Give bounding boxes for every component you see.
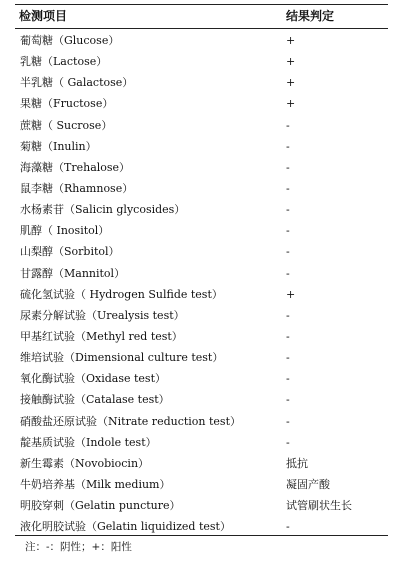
test-item-cell: 明胶穿刺（Gelatin puncture）: [20, 499, 181, 513]
table-row: [15, 495, 388, 516]
result-cell: -: [286, 266, 290, 280]
table-row: [15, 51, 388, 72]
test-item-cell: 硝酸盐还原试验（Nitrate reduction test）: [20, 414, 241, 428]
table-row: [15, 178, 388, 199]
table-row: [15, 241, 388, 262]
result-cell: -: [286, 118, 290, 132]
test-item-cell: 维培试验（Dimensional culture test）: [20, 351, 224, 365]
table-row: [15, 347, 388, 368]
test-item-cell: 靛基质试验（Indole test）: [20, 435, 157, 449]
test-item-cell: 甲基红试验（Methyl red test）: [20, 329, 183, 343]
result-cell: +: [286, 76, 296, 90]
test-item-cell: 液化明胶试验（Gelatin liquidized test）: [20, 520, 231, 534]
test-item-cell: 山梨醇（Sorbitol）: [20, 245, 120, 259]
result-cell: -: [286, 393, 290, 407]
result-cell: 凝固产酸: [286, 477, 330, 491]
result-cell: -: [286, 372, 290, 386]
result-cell: -: [286, 351, 290, 365]
table-row: [15, 453, 388, 474]
result-cell: -: [286, 181, 290, 195]
table-row: [15, 389, 388, 410]
result-cell: -: [286, 308, 290, 322]
table-body: [15, 30, 388, 537]
header-item: 检测项目: [19, 9, 68, 23]
result-cell: -: [286, 435, 290, 449]
test-item-cell: 葡萄糖（Glucose）: [20, 34, 120, 47]
result-cell: -: [286, 139, 290, 153]
table-note: 注：-：阴性；+：阳性: [25, 541, 132, 553]
result-cell: -: [286, 224, 290, 238]
test-item-cell: 新生霉素（Novobiocin）: [20, 456, 150, 470]
test-item-cell: 甘露醇（Mannitol）: [20, 266, 126, 280]
table-row: [15, 157, 388, 178]
test-item-cell: 果糖（Fructose）: [20, 97, 114, 111]
test-item-cell: 水杨素苷（Salicin glycosides）: [20, 203, 186, 217]
test-item-cell: 接触酶试验（Catalase test）: [20, 393, 170, 407]
test-item-cell: 硫化氢试验（ Hydrogen Sulfide test）: [20, 287, 223, 301]
table-header-rule: [15, 28, 388, 29]
test-item-cell: 半乳糖（ Galactose）: [20, 76, 134, 90]
result-cell: -: [286, 520, 290, 534]
result-cell: -: [286, 414, 290, 428]
test-item-cell: 乳糖（Lactose）: [20, 55, 108, 69]
test-item-cell: 菊糖（Inulin）: [20, 139, 97, 153]
table-row: [15, 136, 388, 157]
table-row: [15, 93, 388, 114]
result-cell: -: [286, 245, 290, 259]
table-row: [15, 284, 388, 305]
test-item-cell: 肌醇（ Inositol）: [20, 224, 110, 238]
table-row: [15, 199, 388, 220]
table-row: [15, 263, 388, 284]
result-cell: -: [286, 329, 290, 343]
result-cell: -: [286, 160, 290, 174]
test-item-cell: 氧化酶试验（Oxidase test）: [20, 372, 166, 386]
result-cell: +: [286, 34, 296, 47]
table-row: [15, 305, 388, 326]
test-item-cell: 尿素分解试验（Urealysis test）: [20, 308, 185, 322]
table-row: [15, 411, 388, 432]
table-row: [15, 72, 388, 93]
result-cell: +: [286, 287, 296, 301]
table-row: [15, 474, 388, 495]
table-row: [15, 368, 388, 389]
table-row: [15, 432, 388, 453]
table-row: [15, 326, 388, 347]
test-item-cell: 海藻糖（Trehalose）: [20, 160, 131, 174]
test-item-cell: 蔗糖（ Sucrose）: [20, 118, 113, 132]
test-item-cell: 牛奶培养基（Milk medium）: [20, 477, 171, 491]
table-top-rule: [15, 4, 388, 5]
header-result: 结果判定: [286, 9, 335, 23]
result-cell: 抵抗: [286, 456, 308, 470]
test-item-cell: 鼠李糖（Rhamnose）: [20, 181, 134, 195]
result-cell: +: [286, 97, 296, 111]
result-cell: +: [286, 55, 296, 69]
result-cell: 试管刷状生长: [286, 499, 352, 513]
table-row: [15, 30, 388, 51]
result-cell: -: [286, 203, 290, 217]
table-bottom-rule: [15, 535, 388, 536]
table-row: [15, 115, 388, 136]
table-row: [15, 220, 388, 241]
